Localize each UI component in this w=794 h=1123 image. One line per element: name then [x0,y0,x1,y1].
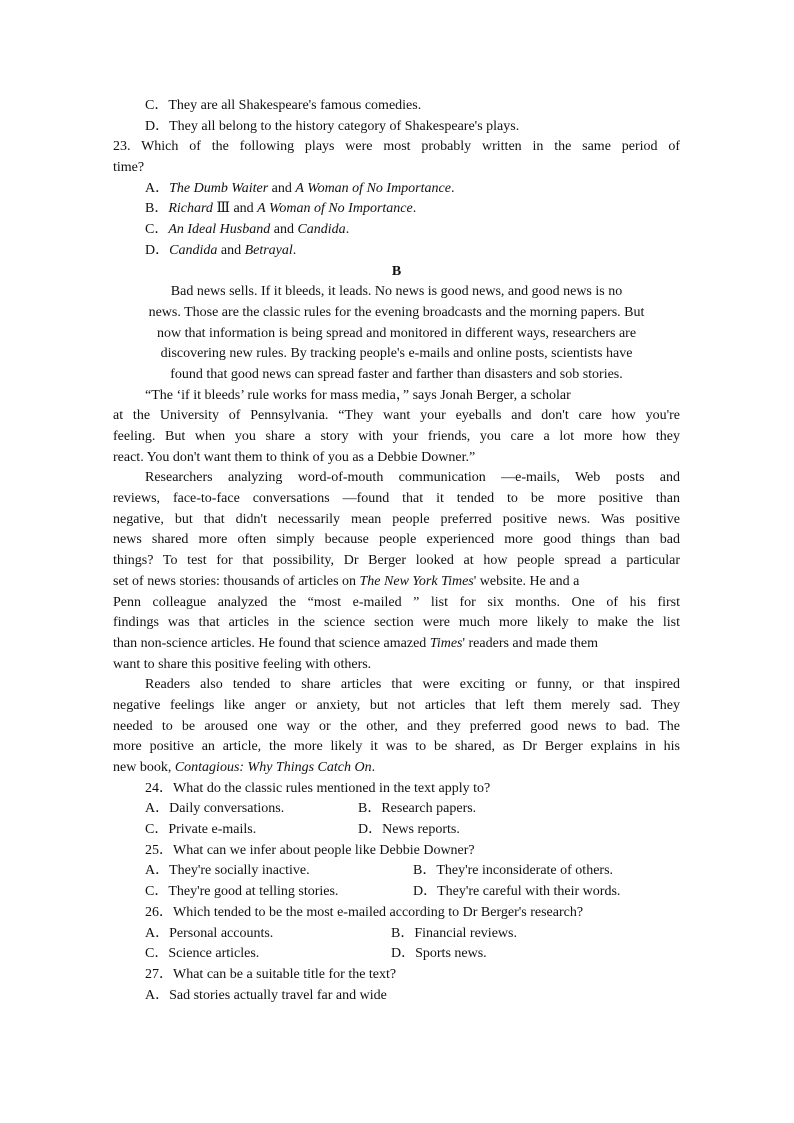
q23-option-d [113,241,680,262]
text-line: discovering new rules. By tracking people's e-mails and online posts, scientists have [160,346,633,362]
text-line: Bad news sells. If it bleeds, it leads. No news is good news, and good news is no [170,284,623,300]
text-line: Researchers analyzing word-of-mouth communication —e-mails, Web posts and [145,470,680,486]
option-label: B． [145,201,169,217]
q23-option-b [113,199,680,220]
conjunction: and [217,242,245,258]
text-line [113,758,680,779]
text-run: ' readers and made them [462,635,598,651]
q23-stem-line2: time? [113,160,145,176]
option-label: C． [145,222,169,238]
text-run: . [371,760,376,775]
q26-stem: 26．Which tended to be the most e-mailed according to Dr Berger's research? [145,904,584,920]
q24-option-c: C．Private e-mails. [145,822,257,838]
text-line: news shared more often simply because people experienced more good things than bad [113,532,680,548]
text-line: Penn colleague analyzed the “most e-mailed ” list for six months. One of his first [113,594,680,610]
text-line [113,572,680,593]
roman-numeral: Ⅲ [212,201,230,217]
paragraph-1 [113,282,680,385]
text-line: react. You don't want them to think of you as a Debbie Downer.” [113,449,476,465]
period: . [292,242,297,258]
newspaper-title: The New York Times [359,573,474,589]
q24-option-a: A．Daily conversations. [145,801,285,817]
paragraph-2 [113,386,680,469]
q23-option-a [113,179,680,200]
play-title: An Ideal Husband [168,222,271,238]
q25-option-a: A．They're socially inactive. [145,863,310,879]
text-line: found that good news can spread faster and farther than disasters and sob stories. [170,366,623,382]
q26-option-b: B．Financial reviews. [391,925,517,941]
exam-page [113,96,680,1006]
q25-option-b: B．They're inconsiderate of others. [413,863,614,879]
period: . [450,180,455,196]
text-run: set of news stories: thousands of articles on [113,573,360,589]
text-line: at the University of Pennsylvania. “They want your eyeballs and don't care how you're [113,408,680,424]
play-title: Richard [168,201,213,217]
q24-option-d: D．News reports. [358,822,460,838]
period: . [345,222,350,238]
text-line: negative feelings like anger or anxiety, but not articles that left them merely sad. They [113,697,680,713]
paragraph-3 [113,468,680,675]
q26-options-row1 [113,924,680,945]
option-label: A． [145,180,170,196]
period: . [412,201,417,217]
q25-options-row1 [113,861,680,882]
text-run: than non-science articles. He found that science amazed [113,635,430,651]
text-line: negative, but that didn't necessarily mean people preferred positive news. Was positive [113,511,680,527]
q26-option-d: D．Sports news. [391,946,487,962]
q27-option-a: A．Sad stories actually travel far and wide [145,987,387,1003]
q24-stem: 24．What do the classic rules mentioned in the text apply to? [145,780,491,796]
play-title: A Woman of No Importance [295,180,451,196]
text-line [113,634,680,655]
q25-stem: 25．What can we infer about people like Debbie Downer? [145,842,475,858]
q27-stem: 27．What can be a suitable title for the text? [145,966,397,982]
q26-option-c: C．Science articles. [145,946,260,962]
text-line: things? To test for that possibility, Dr Berger looked at how people spread a particular [113,553,680,569]
q26-options-row2 [113,944,680,965]
q23-option-c [113,220,680,241]
option-label: D． [145,242,170,258]
conjunction: and [229,201,258,217]
conjunction: and [270,222,298,238]
q23-stem-line1: 23. Which of the following plays were most probably written in the same period of [113,139,680,155]
text-line: findings was that articles in the science section were much more likely to make the list [113,615,680,631]
q25-option-d: D．They're careful with their words. [413,884,621,900]
text-line: want to share this positive feeling with others. [113,656,372,672]
text-run: ' website. He and a [473,573,580,589]
q22-option-d: D．They all belong to the history category of Shakespeare's plays. [145,118,520,134]
section-heading: B [391,263,402,279]
text-line: news. Those are the classic rules for the evening broadcasts and the morning papers. But [148,304,645,320]
q24-options-row1 [113,799,680,820]
text-line: more positive an article, the more likely it was to be shared, as Dr Berger explains in his [113,739,680,755]
q25-option-c: C．They're good at telling stories. [145,884,339,900]
text-line: reviews, face-to-face conversations —found that it tended to be more positive than [113,491,680,507]
q22-option-c: C．They are all Shakespeare's famous comedies. [145,98,422,113]
text-run: new book, [113,760,175,775]
q24-option-b: B．Research papers. [358,801,477,817]
paragraph-4 [113,675,680,778]
text-line: feeling. But when you share a story with your friends, you care a lot more how they [113,429,680,444]
play-title: Candida [297,222,346,238]
play-title: A Woman of No Importance [257,201,413,217]
q24-options-row2 [113,820,680,841]
newspaper-title: Times [429,635,463,651]
text-line: now that information is being spread and monitored in different ways, researchers are [156,325,637,341]
book-title: Contagious: Why Things Catch On [174,760,372,775]
text-line: Readers also tended to share articles that were exciting or funny, or that inspired [145,677,680,693]
text-line: needed to be aroused one way or the other, and they preferred good news to bad. The [113,718,680,734]
play-title: Candida [169,242,218,258]
text-line: “The ‘if it bleeds’ rule works for mass media，” says Jonah Berger, a scholar [145,387,571,403]
play-title: Betrayal [244,242,293,258]
conjunction: and [268,180,296,196]
q25-options-row2 [113,882,680,903]
play-title: The Dumb Waiter [169,180,269,196]
q26-option-a: A．Personal accounts. [145,925,274,941]
